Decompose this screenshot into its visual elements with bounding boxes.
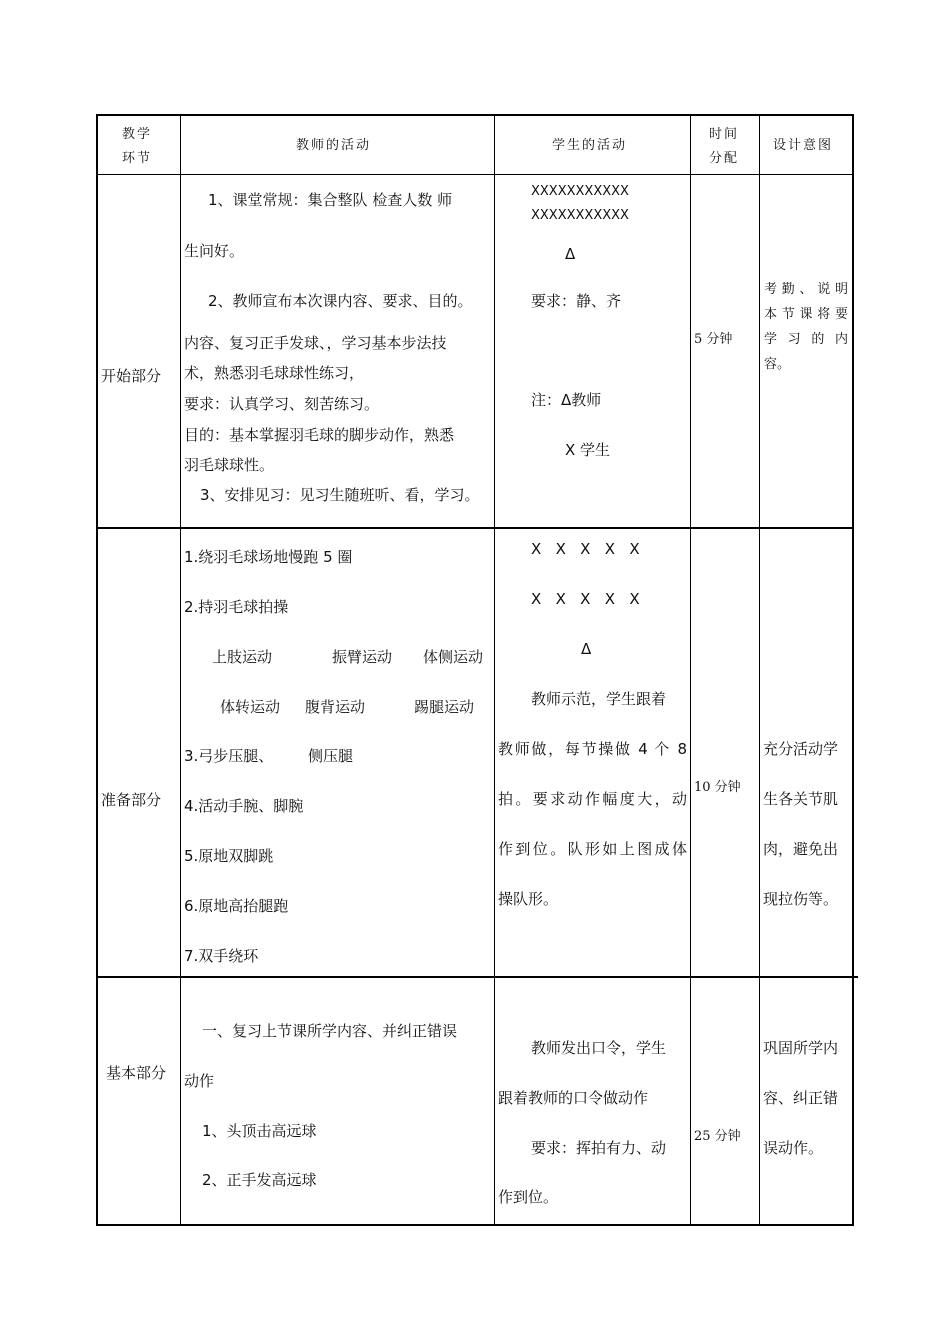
student-line: X 学生	[565, 441, 611, 459]
header-teacher: 教师的活动	[296, 138, 372, 153]
divider-row1	[96, 527, 854, 529]
student-line: 要求：静、齐	[531, 292, 622, 310]
exercise-item: 体侧运动	[423, 648, 484, 666]
teacher-line: 羽毛球球性。	[184, 456, 275, 474]
stage-label: 开始部分	[101, 367, 162, 385]
teacher-line: 4.活动手腕、脚腕	[184, 797, 304, 815]
teacher-line: 2、正手发高远球	[202, 1171, 317, 1189]
exercise-item: 上肢运动	[212, 648, 273, 666]
teacher-line: 内容、复习正手发球、，学习基本步法技	[184, 334, 447, 352]
student-line: 要求：挥拍有力、动	[531, 1139, 667, 1157]
header-student: 学生的活动	[552, 138, 628, 153]
header-time-line2: 分配	[709, 151, 740, 166]
design-line: 学习的内	[764, 332, 848, 347]
col-divider-3	[690, 114, 691, 1226]
design-line: 考勤、说明	[764, 282, 848, 297]
formation-line: XXXXXXXXXXX	[531, 184, 629, 199]
teacher-line: 1、头顶击高远球	[202, 1122, 317, 1140]
formation-line: XXXXXXXXXXX	[531, 208, 629, 223]
design-line: 容、纠正错	[763, 1089, 839, 1107]
design-line: 巩固所学内	[763, 1039, 839, 1057]
col-divider-1	[180, 114, 181, 1226]
teacher-line: 要求：认真学习、刻苦练习。	[184, 395, 380, 413]
teacher-line: 术，熟悉羽毛球球性练习，	[184, 364, 365, 382]
student-line: 拍。要求动作幅度大，动	[498, 790, 687, 808]
teacher-marker: Δ	[565, 245, 576, 263]
exercise-item: 踢腿运动	[414, 698, 475, 716]
design-line: 容。	[764, 357, 791, 372]
border-bottom	[96, 1224, 854, 1226]
divider-header	[96, 174, 854, 175]
teacher-line: 1、课堂常规：集合整队 检查人数 师	[208, 191, 453, 209]
header-design: 设计意图	[773, 138, 834, 153]
border-left	[96, 114, 98, 1226]
student-line: 教师做，每节操做 4 个 8	[498, 740, 687, 758]
teacher-line: 目的：基本掌握羽毛球的脚步动作，熟悉	[184, 426, 455, 444]
time-value: 5 分钟	[694, 332, 733, 347]
student-line: 作到位。队形如上图成体	[498, 840, 687, 858]
teacher-line: 5.原地双脚跳	[184, 847, 274, 865]
exercise-item: 腹背运动	[305, 698, 366, 716]
teacher-line: 侧压腿	[308, 747, 354, 765]
design-line: 现拉伤等。	[763, 890, 839, 908]
teacher-line: 1.绕羽毛球场地慢跑 5 圈	[184, 548, 353, 566]
teacher-line: 一、复习上节课所学内容、并纠正错误	[202, 1022, 458, 1040]
teacher-line: 7.双手绕环	[184, 947, 259, 965]
time-value: 25 分钟	[694, 1129, 741, 1144]
header-stage-line2: 环节	[122, 151, 153, 166]
formation-line: X X X X X	[531, 540, 640, 558]
exercise-item: 体转运动	[220, 698, 281, 716]
student-line: 注：Δ教师	[531, 391, 602, 409]
student-line: 跟着教师的口令做动作	[498, 1089, 649, 1107]
header-time-line1: 时间	[709, 127, 740, 142]
teacher-line: 2.持羽毛球拍操	[184, 598, 289, 616]
teacher-line: 3、安排见习：见习生随班听、看，学习。	[200, 486, 480, 504]
border-right	[852, 114, 854, 1226]
border-top	[96, 114, 854, 116]
col-divider-4	[759, 114, 760, 1226]
design-line: 误动作。	[763, 1139, 824, 1157]
teacher-line: 6.原地高抬腿跑	[184, 897, 289, 915]
teacher-marker: Δ	[581, 640, 592, 658]
student-line: 教师发出口令，学生	[531, 1039, 667, 1057]
time-value: 10 分钟	[694, 780, 741, 795]
student-line: 操队形。	[498, 890, 559, 908]
stage-label: 准备部分	[101, 791, 162, 809]
design-line: 生各关节肌	[763, 790, 839, 808]
teacher-line: 动作	[184, 1072, 215, 1090]
teacher-line: 生问好。	[184, 242, 245, 260]
student-line: 教师示范，学生跟着	[531, 690, 667, 708]
design-line: 充分活动学	[763, 740, 839, 758]
student-line: 作到位。	[498, 1188, 559, 1206]
formation-line: X X X X X	[531, 590, 640, 608]
header-stage-line1: 教学	[122, 127, 153, 142]
divider-row2	[96, 976, 858, 978]
teacher-line: 2、教师宣布本次课内容、要求、目的。	[208, 292, 473, 310]
stage-label: 基本部分	[106, 1064, 167, 1082]
design-line: 肉，避免出	[763, 840, 839, 858]
design-line: 本节课将要	[764, 307, 848, 322]
teacher-line: 3.弓步压腿、	[184, 747, 274, 765]
col-divider-2	[494, 114, 495, 1226]
exercise-item: 振臂运动	[332, 648, 393, 666]
